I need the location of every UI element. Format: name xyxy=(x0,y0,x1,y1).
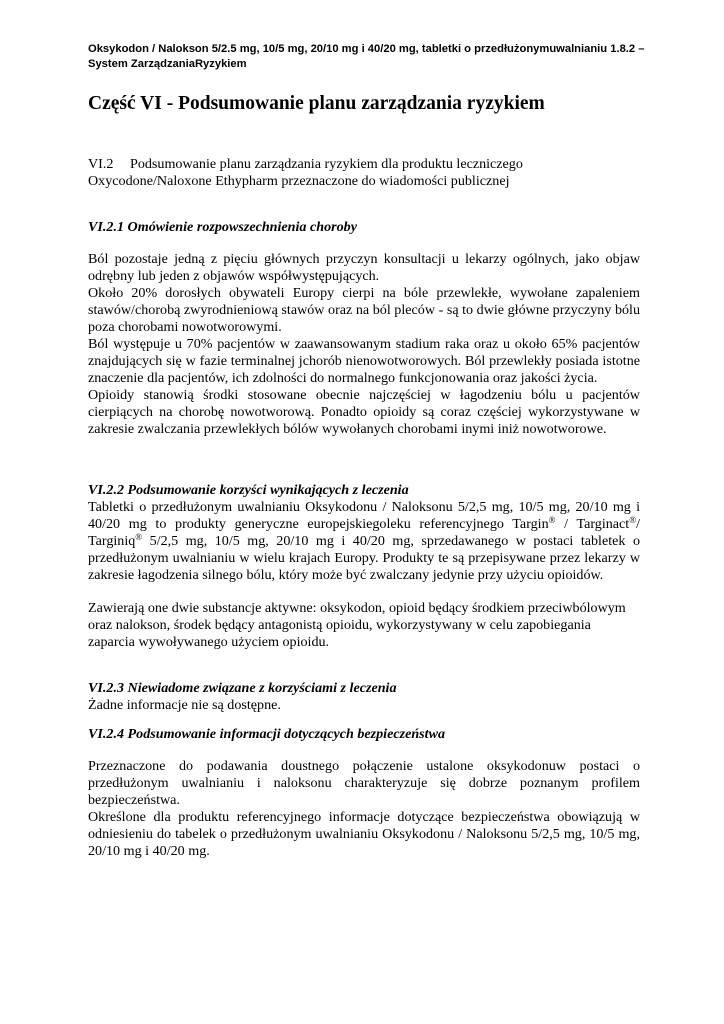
section-vi2-heading xyxy=(88,156,640,190)
vi21-paragraph: Około 20% dorosłych obywateli Europy cierpi na bóle przewlekłe, wywołane zapaleniem stawów/chorobą zwyrodnieniową stawów oraz na ból pleców - są to dwie główne przyczyny bólu poza chorobami nowotworowymi. xyxy=(88,285,640,335)
section-vi2-line2: Oxycodone/Naloxone Ethypharm przeznaczone do wiadomości publicznej xyxy=(88,173,510,189)
vi24-body xyxy=(88,758,640,860)
vi22-paragraph-2: Zawierają one dwie substancje aktywne: oksykodon, opioid będący środkiem przeciwbólowym oraz nalokson, środek będący antagonistą opioidu, wykorzystywany w celu zapobiegania zaparcia wywoływanego użyciem opioidu. xyxy=(88,600,626,650)
vi21-paragraph: Ból pozostaje jedną z pięciu głównych przyczyn konsultacji u lekarzy ogólnych, jako objaw odrębny lub jeden z objawów współwystępujących. xyxy=(88,251,640,284)
vi24-paragraph: Przeznaczone do podawania doustnego połączenie ustalone oksykodonuw postaci o przedłużonym uwalnianiu i naloksonu charakteryzuje się dobrze poznanym profilem bezpieczeństwa. xyxy=(88,758,640,808)
vi22-heading: VI.2.2 Podsumowanie korzyści wynikających z leczenia xyxy=(88,482,409,498)
vi21-body xyxy=(88,251,640,438)
vi24-heading: VI.2.4 Podsumowanie informacji dotyczących bezpieczeństwa xyxy=(88,726,446,742)
section-vi2-number: VI.2 xyxy=(88,156,114,172)
vi22-paragraph-1: Tabletki o przedłużonym uwalnianiu Oksykodonu / Naloksonu 5/2,5 mg, 10/5 mg, 20/10 mg i 40/20 mg to produkty generyczne europejskiegoleku referencyjnego Targin® / Targinact®/ Targiniq® 5/2,5 mg, 10/5 mg, 20/10 mg i 40/20 mg, sprzedawanego w postaci tabletek o przedłużonym uwalnianiu w wielu krajach Europy. Produkty te są przepisywane przez lekarzy w zakresie łagodzenia silnego bólu, który może być zwalczany jedynie przy użyciu opioidów. xyxy=(88,499,640,583)
registered-mark: ® xyxy=(548,515,556,525)
registered-mark: ® xyxy=(629,515,637,525)
vi24-paragraph: Określone dla produktu referencyjnego informacje dotyczące bezpieczeństwa obowiązują w odniesieniu do tabelek o przedłużonym uwalnianiu Oksykodonu / Naloksonu 5/2,5 mg, 10/5 mg, 20/10 mg i 40/20 mg. xyxy=(88,809,640,859)
vi22-body xyxy=(88,499,640,584)
part-title: Część VI - Podsumowanie planu zarządzania ryzykiem xyxy=(88,93,545,114)
registered-mark: ® xyxy=(135,532,143,542)
vi23-text: Żadne informacje nie są dostępne. xyxy=(88,697,281,713)
vi21-paragraph: Opioidy stanowią środki stosowane obecnie najczęściej w łagodzeniu bólu u pacjentów cierpiących na chorobę nowotworową. Ponadto opioidy są coraz częściej wykorzystywane w zakresie zwalczania przewlekłych bólów wywołanych chorobami inymi iniż nowotworowe. xyxy=(88,387,640,437)
vi23-heading: VI.2.3 Niewiadome związane z korzyściami z leczenia xyxy=(88,680,397,696)
section-vi2-line1: VI.2 Podsumowanie planu zarządzania ryzykiem dla produktu leczniczego xyxy=(88,156,523,172)
running-header: Oksykodon / Nalokson 5/2.5 mg, 10/5 mg, 20/10 mg i 40/20 mg, tabletki o przedłużonymuwalnianiu 1.8.2 – System ZarządzaniaRyzykiem xyxy=(88,43,645,70)
vi21-heading: VI.2.1 Omówienie rozpowszechnienia choroby xyxy=(88,219,357,235)
vi21-paragraph: Ból występuje u 70% pacjentów w zaawansowanym stadium raka oraz u około 65% pacjentów znajdujących się w fazie terminalnej jchorób nienowotworowych. Ból przewlekły posiada istotne znaczenie dla pacjentów, ich zdolności do normalnego funkcjonowania oraz jakości życia. xyxy=(88,336,640,386)
